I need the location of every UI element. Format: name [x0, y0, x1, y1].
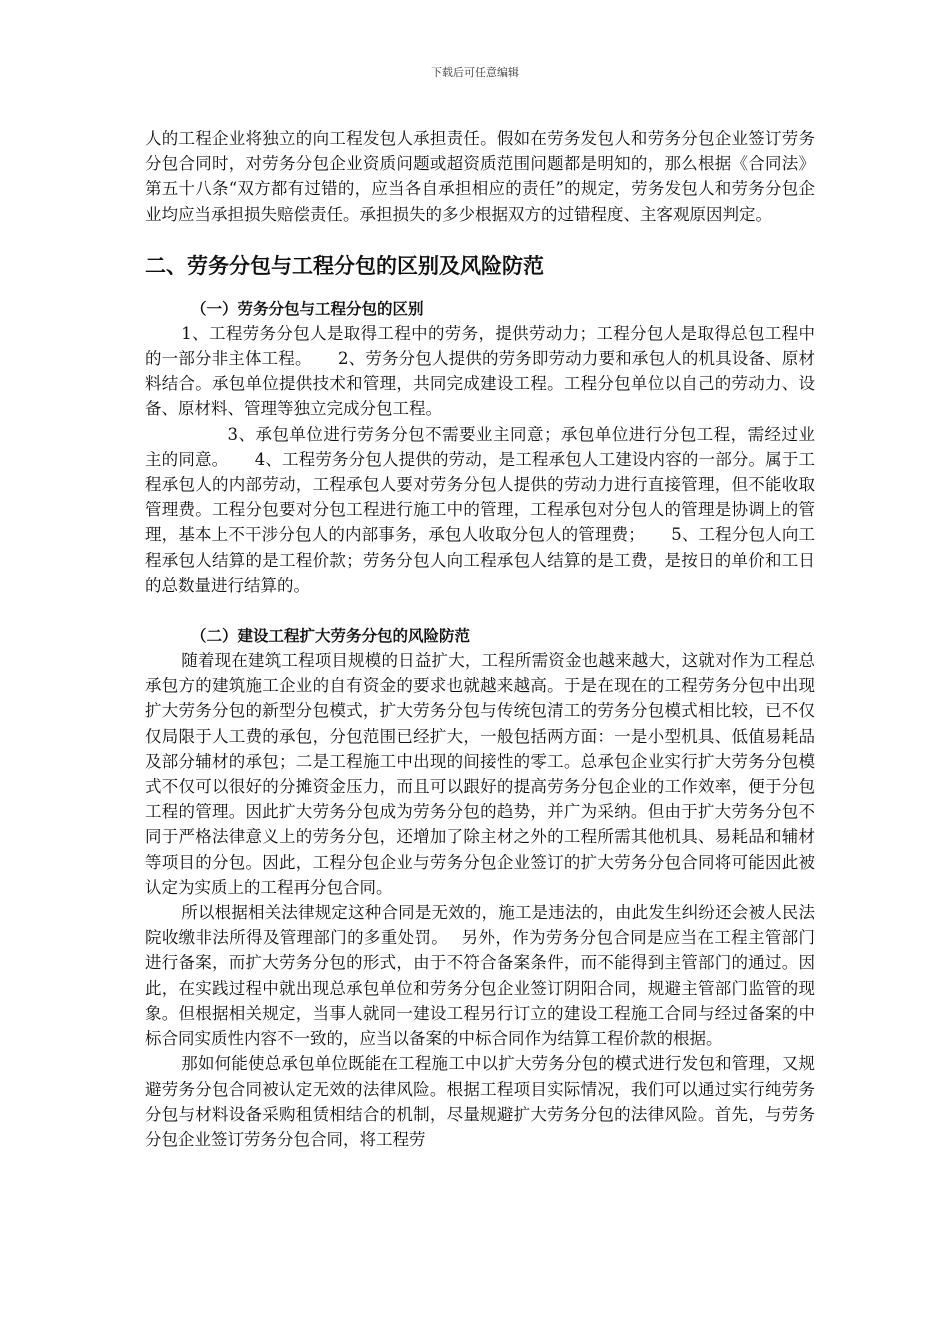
point-1: 1、工程劳务分包人是取得工程中的劳务，提供劳动力；工程分包人是取得总包工程中的一部分非主体工程。: [145, 323, 815, 369]
header-note: 下载后可任意编辑: [431, 66, 519, 79]
paragraph-legal-risk: [145, 900, 815, 1051]
legal-risk-sentence-2: 另外，作为劳务分包合同是应当在工程主管部门进行备案，而扩大劳务分包的形式，由于不符合备案条件，而不能得到主管部门的通过。因此，在实践过程中就出现总承包单位和劳务分包企业签订阴阳合同，规避主管部门监管的现象。但根据相关规定，当事人就同一建设工程另行订立的建设工程施工合同与经过备案的中标合同实质性内容不一致的，应当以备案的中标合同作为结算工程价款的根据。: [145, 928, 816, 1049]
section-heading: 二、劳务分包与工程分包的区别及风险防范: [145, 253, 544, 278]
point-3: 3、承包单位进行劳务分包不需要业主同意；承包单位进行分包工程，需经过业主的同意。: [145, 424, 815, 469]
subsection-heading-risk: （二）建设工程扩大劳务分包的风险防范: [191, 627, 471, 646]
document-body: [145, 126, 815, 1152]
subsection-heading-differences: （一）劳务分包与工程分包的区别: [191, 299, 424, 318]
point-4: 4、工程劳务分包人提供的劳动，是工程承包人工建设内容的一部分。属于工程承包人的内部劳动，工程承包人要对劳务分包人提供的劳动力进行直接管理，但不能收取管理费。工程分包要对分包工程进行施工中的管理，工程承包对分包人的管理是协调上的管理，基本上不干涉分包人的内部事务，承包人收取分包人的管理费；: [145, 449, 816, 545]
paragraph-differences-2: [145, 422, 815, 598]
paragraph-mitigation: 那如何能使总承包单位既能在工程施工中以扩大劳务分包的模式进行发包和管理，又规避劳务分包合同被认定无效的法律风险。根据工程项目实际情况，我们可以通过实行纯劳务分包与材料设备采购租赁相结合的机制，尽量规避扩大劳务分包的法律风险。首先，与劳务分包企业签订劳务分包合同，将工程劳: [145, 1054, 815, 1149]
paragraph-expansion: 随着现在建筑工程项目规模的日益扩大，工程所需资金也越来越大，这就对作为工程总承包方的建筑施工企业的自有资金的要求也就越来越高。于是在现在的工程劳务分包中出现扩大劳务分包的新型分包模式，扩大劳务分包与传统包清工的劳务分包模式相比较，已不仅仅局限于人工费的承包，分包范围已经扩大，一般包括两方面：一是小型机具、低值易耗品及部分辅材的承包；二是工程施工中出现的间接性的零工。总承包企业实行扩大劳务分包模式不仅可以很好的分摊资金压力，而且可以跟好的提高劳务分包企业的工作效率，便于分包工程的管理。因此扩大劳务分包成为劳务分包的趋势，并广为采纳。但由于扩大劳务分包不同于严格法律意义上的劳务分包，还增加了除主材之外的工程所需其他机具、易耗品和辅材等项目的分包。因此，工程分包企业与劳务分包企业签订的扩大劳务分包合同将可能因此被认定为实质上的工程再分包合同。: [145, 651, 815, 897]
point-5: 5、工程分包人向工程承包人结算的是工程价款；劳务分包人向工程承包人结算的是工费，是按日的单价和工日的总数量进行结算的。: [145, 525, 816, 595]
point-2: 2、劳务分包人提供的劳务即劳动力要和承包人的机具设备、原材料结合。承包单位提供技术和管理，共同完成建设工程。工程分包单位以自己的劳动力、设备、原材料、管理等独立完成分包工程。: [145, 349, 815, 419]
paragraph-liability: 人的工程企业将独立的向工程发包人承担责任。假如在劳务发包人和劳务分包企业签订劳务分包合同时，对劳务分包企业资质问题或超资质范围问题都是明知的，那么根据《合同法》第五十八条“双方都有过错的，应当各自承担相应的责任”的规定，劳务发包人和劳务分包企业均应当承担损失赔偿责任。承担损失的多少根据双方的过错程度、主客观原因判定。: [145, 129, 815, 224]
paragraph-differences-1: [145, 321, 815, 422]
legal-risk-sentence-1: 所以根据相关法律规定这种合同是无效的，施工是违法的，由此发生纠纷还会被人民法院收缴非法所得及管理部门的多重处罚。: [145, 903, 815, 948]
